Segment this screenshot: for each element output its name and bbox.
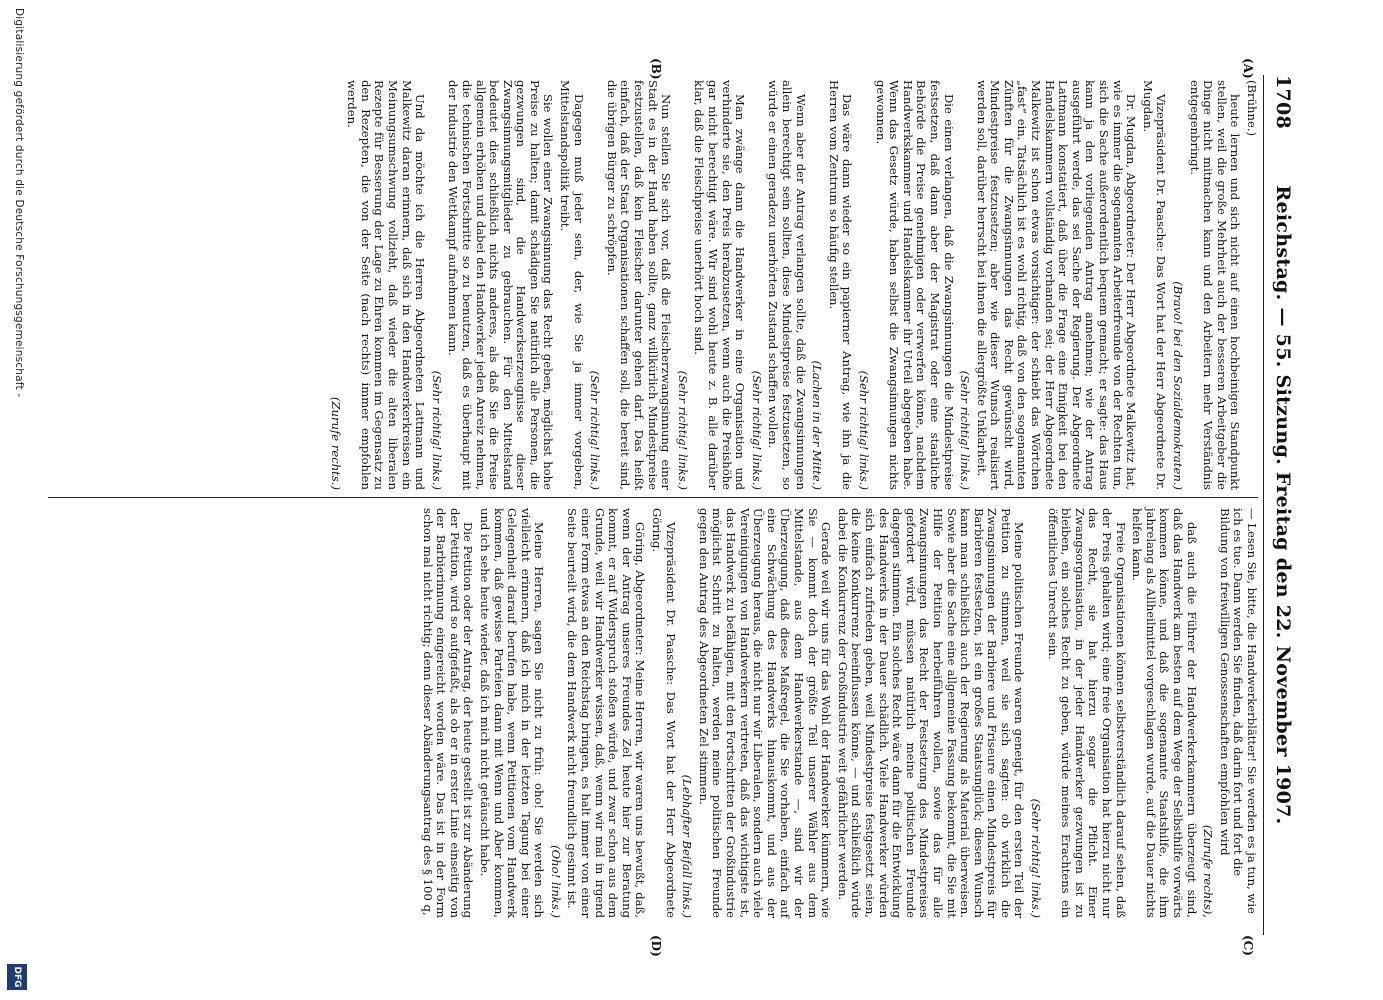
speaker-tag: (Brühne.)	[1245, 80, 1259, 137]
interjection: (Sehr richtig! links.)	[588, 370, 603, 490]
interjection: (Sehr richtig! links.)	[856, 370, 871, 490]
left-column	[325, 80, 1258, 490]
paragraph: Man zwänge dann die Handwerker in eine Organisation und verhinderte sie, den Preis herabzusetzen, wenn auch die Preishöhe gar nicht berechtigt wäre. Wir sind wohl heute z. B. alle darüber klar, daß die Fleischpreise unerhört hoch sind.	[692, 80, 748, 490]
paragraph: Die einen verlangen, daß die Zwangsinnungen die Mindestpreise festsetzen, daß dann aber der Magistrat oder eine staatliche Behörde die Preise genehmigen oder verwerfen könne, nachdem Handwerkskammer und Handelskammer ihr Urteil abgegeben habe. Wenn das Gesetz würde, haben selbst die Zwangsinnungen nichts gewonnen.	[873, 80, 956, 490]
paragraph: daß auch die Führer der Handwerkerkammern überzeugt sind, daß das Handwerk am besten auf dem Wege der Selbsthilfe vorwärts kommen könne, und daß die sogenannte Staatshilfe, die ihm jahrelang als Allheilmittel vorgeschlagen wurde, auf die Dauer nichts helfen kann.	[1130, 508, 1199, 918]
right-column	[417, 508, 1258, 918]
paragraph: Dagegen muß jeder sein, der, wie Sie ja immer vorgeben, Mittelstandspolitik treibt.	[558, 80, 586, 490]
paragraph: Sie wollen einer Zwangsinnung das Recht geben, möglichst hohe Preise zu halten; damit schädigen Sie natürlich alle Personen, die gezwungen sind, die Handwerkserzeugnisse dieser Zwangsinnungsmitglieder zu gebrauchen. Für den Mittelstand bedeutet dies schließlich nichts anderes, als daß Sie die Preise allgemein erhöhen und dabei den Handwerker jeden Anreiz nehmen, die technischen Fortschritte so zu benutzen, daß es überhaupt mit der Industrie den Wettkampf aufnehmen kann.	[446, 80, 556, 490]
interjection: (Bravo! bei den Sozialdemokraten.)	[1171, 281, 1186, 490]
digitization-footer	[0, 0, 31, 1000]
margin-mark-a: (A)	[1241, 58, 1255, 79]
interjection: (Sehr richtig! links.)	[958, 370, 973, 490]
interjection: (Lebhafter Beifall links.)	[680, 774, 695, 918]
paragraph: Die Petition oder der Antrag, der heute gestellt ist zur Abänderung der Petition, wird so aufgefaßt, als ob er in erster Linie einseitig von der Barbierinnung eingereicht worden wäre. Das ist in der Form schon mal nicht richtig; denn dieser Abänderungsantrag des § 100 q,	[420, 508, 476, 918]
paragraph: — Lesen Sie, bitte, die Handwerkerblätter! Sie werden es ja tun, wie ich es tue. Dann werden Sie finden, daß darin fort und fort die Bildung von freiwilligen Genossenschaften empfohlen wird	[1217, 508, 1259, 914]
paragraph: Vizepräsident Dr. Paasche: Das Wort hat der Herr Abgeordnete Dr. Mugdan.	[1140, 80, 1169, 490]
interjection: (Zurufe rechts),	[1201, 824, 1216, 918]
funding-credit: Digitalisierung gefördert durch die Deutsche Forschungsgemeinschaft -	[13, 8, 25, 398]
interjection: (Sehr richtig! links.)	[1029, 798, 1044, 918]
paragraph: heute lernen und sich nicht auf einen hochbeinigen Standpunkt stellen, weil die große Mehrheit auch der besseren Arbeitgeber die Dinge nicht mitmachen kann und den Arbeitern mehr Verständnis entgegenbringt.	[1187, 80, 1243, 490]
page-title: Reichstag. — 55. Sitzung. Freitag den 22. November 1907.	[1272, 185, 1294, 825]
paragraph: Meine politischen Freunde waren geneigt, für den ersten Teil der Petition zu stimmen, weil sie sich sagten: ob wirklich die Zwangsinnungen der Barbiere und Friseure einen Mindestpreis für Barbieren festsetzen, ist ein großes Staatsunglück; diesen Wunsch kann man schließlich auch der Regierung als Material überweisen. Sowie aber die Sache eine allgemeine Fassung bekommt, die Sie mit Hilfe der Petition herbeiführen wollen, sowie das für alle Zwangsinnungen das Recht der Festsetzung des Mindestpreises gefordert wird, müssen natürlich meine politischen Freunde dagegen stimmen. Ein solches Recht wäre dann für die Entwicklung des Handwerks in der Dauer schädlich. Viele Handwerker würden sich einfach zufrieden geben, weil Mindestpreise festgesetzt seien, die keine Konkurrenz beeinflussen könne, — und schließlich würde dabei die Konkurrenz der Großindustrie weit gefährlicher werden.	[835, 508, 1027, 918]
margin-mark-d: (D)	[649, 935, 663, 957]
paragraph: Vizepräsident Dr. Paasche: Das Wort hat der Herr Abgeordnete Göring.	[650, 508, 678, 918]
margin-mark-c: (C)	[1241, 935, 1255, 956]
paragraph: Nun stellen Sie sich vor, daß die Fleischerzwangsinnung einer Stadt es in der Hand haben sollte, ganz willkürlich Mindestpreise festzustellen, daß kein Fleischer darunter gehen darf. Das heißt einfach, daß der Staat Organisationen schaffen soll, die bereit sind, die übrigen Bürger zu schröpfen.	[604, 80, 674, 490]
interjection: (Lachen in der Mitte.)	[810, 360, 825, 490]
interjection: (Sehr richtig! links.)	[749, 370, 764, 490]
margin-mark-b: (B)	[649, 58, 663, 80]
page-header	[1263, 75, 1298, 935]
paragraph: Meine Herren, sagen Sie nicht zu früh: oho! Sie werden sich vielleicht erinnern, daß ich mich in der letzten Tagung bei einer Gelegenheit darauf berufen habe, wenn Petitionen vom Handwerk kommen, daß gewisse Parteien dann mit Wenn und Aber kommen, und ich sehe heute wieder, daß ich mich nicht getäuscht habe.	[477, 508, 547, 918]
dfg-logo: DFG	[7, 964, 27, 990]
paragraph: Das wäre dann wieder so ein papierner Antrag, wie ihn ja die Herren vom Zentrum so häufig stellen.	[826, 80, 855, 490]
paragraph: Dr. Mugdan, Abgeordneter: Der Herr Abgeordnete Malkewitz hat, wie es immer die sogenannten Arbeiterfreunde von der Rechten tun, sich die Sache außerordentlich bequem gemacht; er sagte: das Haus kann ja den vorliegenden Antrag annehmen; wie der Antrag ausgeführt werde, das sei Sache der Regierung. Der Abgeordnete Lattmann konstatiert, daß über die Frage eine Einigkeit bei den Handelskammern vollständig vorhanden sei; der Herr Abgeordnete Malkewitz ist schon etwas vorsichtiger: der schiebt das Wörtchen „fast“ ein. Tatsächlich ist es wohl richtig, daß von den sogenannten Zünften für die Zwangsinnungen das Recht gewünscht wird, Mindestpreise festzusetzen; aber wie dieser Wunsch realisiert werden soll, darüber herrscht bei ihnen die allergrößte Unklarheit.	[974, 80, 1139, 490]
interjection: (Sehr richtig! links.)	[429, 370, 444, 490]
page-number: 1708	[1272, 75, 1294, 130]
paragraph: Freie Organisationen können selbstverständlich darauf sehen, daß der Preis gehalten wird; eine freie Organisation hat hierzu nicht nur das Recht, sie hat hierzu sogar die Pflicht. Einer Zwangsorganisation, in der jeder Handwerker gezwungen ist zu bleiben, ein solches Recht zu geben, würde meines Erachtens ein öffentliches Unrecht sein.	[1045, 508, 1128, 918]
interjection: (Oho! links.)	[548, 845, 563, 918]
interjection: (Zurufe rechts.)	[328, 396, 343, 490]
paragraph: Wenn aber der Antrag verlangen sollte, daß die Zwangsinnungen allein berechtigt sein sollten, diese Mindestpreise festzusetzen, so würde er einen geradezu unerhörten Zustand schaffen wollen.	[766, 80, 808, 490]
interjection: (Sehr richtig! links.)	[675, 370, 690, 490]
paragraph: Gerade weil wir uns für das Wohl der Handwerker kümmern, wie Sie — kommt doch der größte Teil unserer Wähler aus dem Mittelstande, aus dem Handwerkerstande —, sind wir der Überzeugung, daß diese Maßregel, die Sie vorhaben, einfach auf eine Schwächung des Handwerks hinauskommt, und aus der Überzeugung heraus, die nicht nur wir Liberalen, sondern auch viele Vereinigungen von Handwerkern vertreten, daß das wichtigste ist, das Handwerk zu befähigen, mit den Fortschritten der Großindustrie möglichst Schritt zu halten, werden meine politischen Freunde gegen den Antrag des Abgeordneten Zel stimmen.	[696, 508, 834, 918]
paragraph: Göring, Abgeordneter: Meine Herren, wir waren uns bewußt, daß, wenn der Antrag unseres Freundes Zel heute hier zur Beratung kommt, er auf Widerspruch stoßen würde, und zwar schon aus dem Grunde, weil wir Handwerker wissen, daß, wenn wir mal in irgend einer Form etwas an den Reichstag bringen, es halt immer von einer Seite beurteilt wird, die dem Handwerk nicht freundlich gesinnt ist.	[565, 508, 648, 918]
column-divider	[48, 497, 1258, 498]
paragraph: Und da möchte ich die Herren Abgeordneten Lattmann und Malkewitz daran erinnern, daß sich in den Handwerkerkreisen ein Meinungsumschwung vollzieht, daß wieder die alten liberalen Rezepte für Besserung der Lage zu Ehren kommen im Gegensatz zu den Rezepten, die von der Seite (nach rechts) immer empfohlen werden.	[345, 80, 428, 490]
